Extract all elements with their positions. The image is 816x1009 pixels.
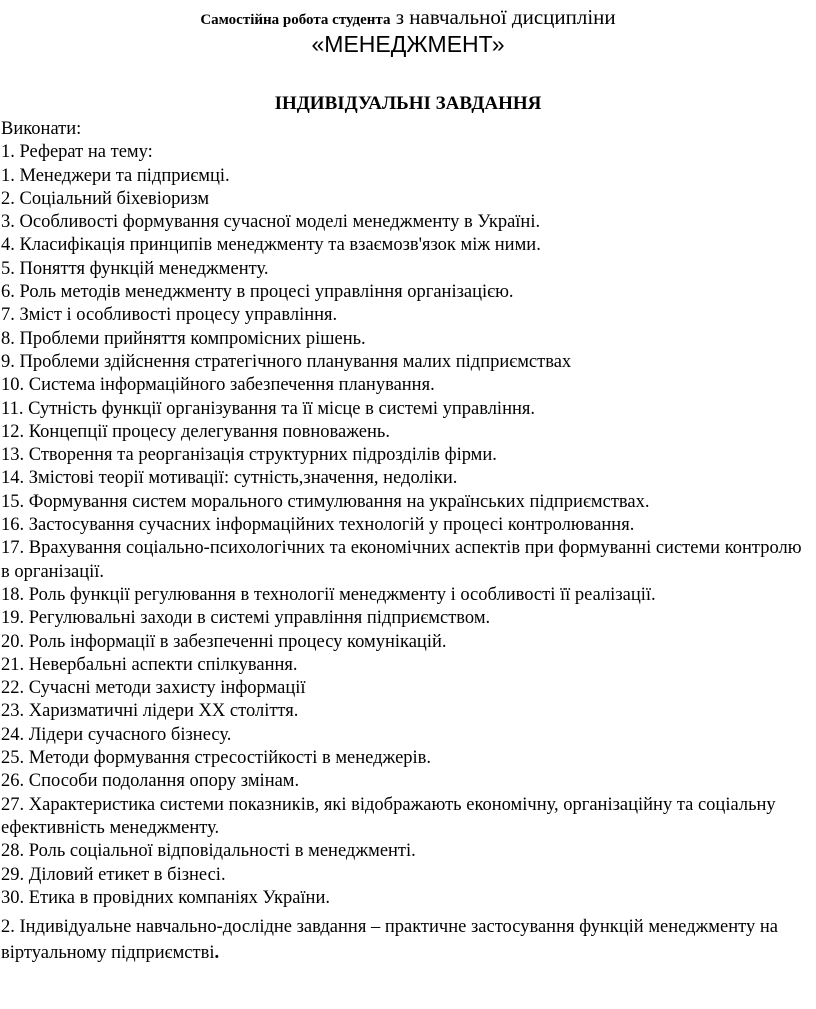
task-2	[1, 914, 811, 966]
topic-item: 5. Поняття функцій менеджменту.	[1, 258, 269, 279]
topic-item: 28. Роль соціальної відповідальності в менеджменті.	[1, 841, 416, 862]
topic-item: 12. Концепції процесу делегування повноважень.	[1, 421, 390, 442]
intro-text: Виконати:	[1, 119, 82, 139]
topic-item: 26. Способи подолання опору змінам.	[1, 771, 300, 792]
topic-item: 19. Регулювальні заходи в системі управління підприємством.	[1, 608, 491, 629]
topic-item: 20. Роль інформації в забезпеченні процесу комунікацій.	[1, 631, 447, 652]
topic-item: 13. Створення та реорганізація структурних підрозділів фірми.	[1, 445, 497, 466]
header-regular-text: з навчальної дисципліни	[390, 5, 616, 29]
task-2-end: .	[214, 943, 220, 964]
topic-item: 14. Змістові теорії мотивації: сутність,значення, недоліки.	[1, 468, 458, 489]
topic-item: 22. Сучасні методи захисту інформації	[1, 678, 306, 699]
topic-list	[1, 165, 811, 911]
topic-item: 27. Характеристика системи показників, які відображають економічну, організаційну та соціальну ефективність менеджменту.	[1, 794, 776, 838]
topic-item: 3. Особливості формування сучасної моделі менеджменту в Україні.	[1, 212, 541, 233]
topic-item: 17. Врахування соціально-психологічних та економічних аспектів при формуванні системи контролю в організації.	[1, 538, 802, 582]
topic-item: 10. Система інформаційного забезпечення планування.	[1, 375, 435, 396]
topic-item: 4. Класифікація принципів менеджменту та взаємозв'язок між ними.	[1, 235, 541, 256]
topic-item: 15. Формування систем морального стимулювання на українських підприємствах.	[1, 491, 650, 512]
topic-item: 21. Невербальні аспекти спілкування.	[1, 654, 298, 675]
topic-item: 23. Харизматичні лідери ХХ століття.	[1, 701, 299, 722]
task-1-label: 1. Реферат на тему:	[1, 142, 153, 163]
header-discipline-line	[0, 4, 816, 33]
section-title: ІНДИВІДУАЛЬНІ ЗАВДАННЯ	[274, 93, 542, 114]
topic-item: 6. Роль методів менеджменту в процесі управління організацією.	[1, 282, 514, 303]
topic-item: 16. Застосування сучасних інформаційних технологій у процесі контролювання.	[1, 515, 635, 536]
topic-item: 25. Методи формування стресостійкості в менеджерів.	[1, 748, 432, 769]
discipline-title: «МЕНЕДЖМЕНТ»	[311, 31, 505, 57]
topic-item: 11. Сутність функції організування та її місце в системі управління.	[1, 398, 535, 419]
topic-item: 18. Роль функції регулювання в технології менеджменту і особливості її реалізації.	[1, 584, 656, 605]
topic-item: 29. Діловий етикет в бізнесі.	[1, 864, 226, 885]
task-2-text: 2. Індивідуальне навчально-дослідне завдання – практичне застосування функцій менеджменту на віртуальному підприємстві	[1, 917, 778, 964]
topic-item: 7. Зміст і особливості процесу управління.	[1, 305, 338, 326]
assignment-content	[1, 118, 811, 966]
header-bold-text: Самостійна робота студента	[200, 12, 391, 28]
topic-item: 24. Лідери сучасного бізнесу.	[1, 724, 232, 745]
topic-item: 2. Соціальний біхевіоризм	[1, 188, 210, 209]
topic-item: 9. Проблеми здійснення стратегічного планування малих підприємствах	[1, 351, 572, 372]
topic-item: 1. Менеджери та підприємці.	[1, 165, 230, 186]
topic-item: 30. Етика в провідних компаніях України.	[1, 887, 330, 908]
topic-item: 8. Проблеми прийняття компромісних рішень.	[1, 328, 366, 349]
